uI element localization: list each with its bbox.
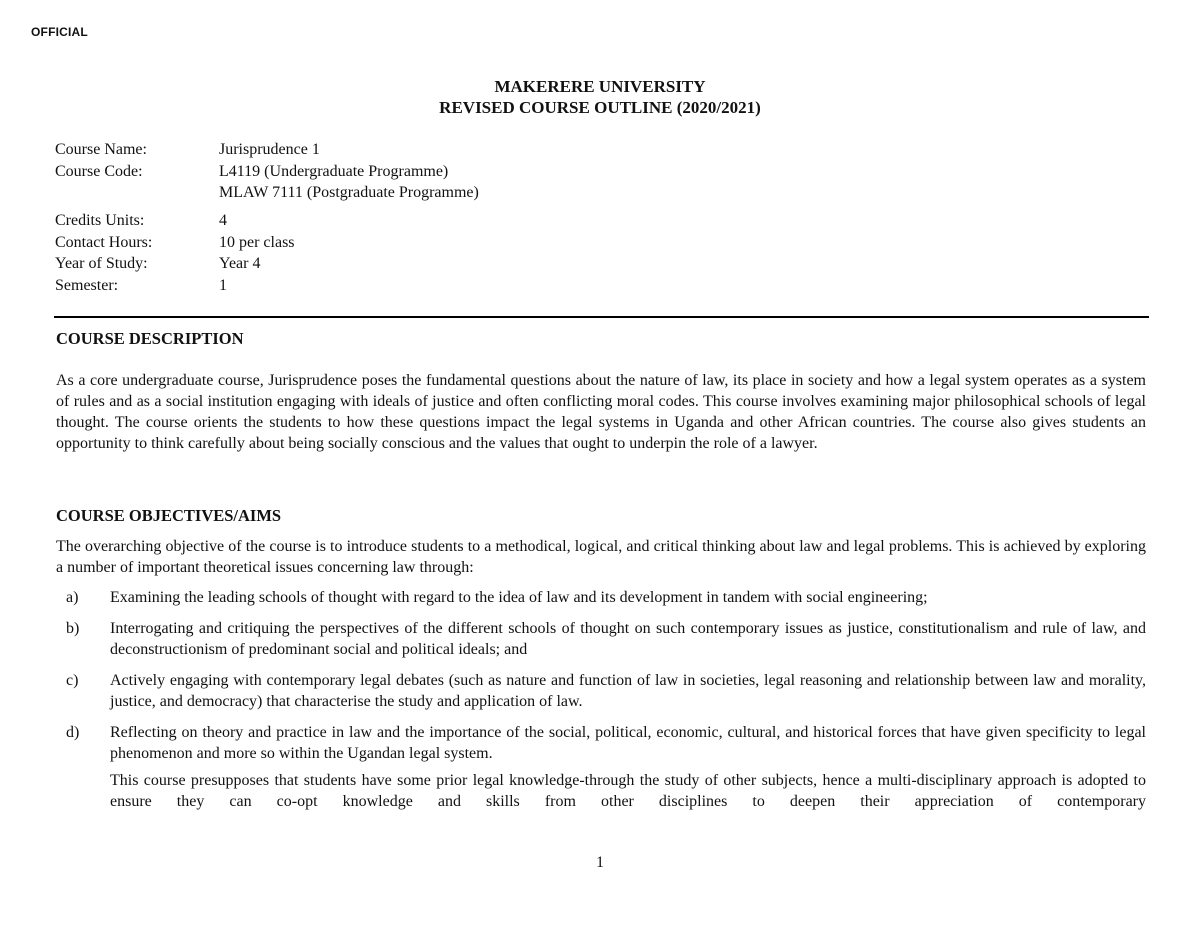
list-item: [56, 722, 1146, 764]
list-marker: a): [66, 589, 79, 606]
semester-value: 1: [219, 276, 227, 294]
continuation-paragraph: This course presupposes that students have some prior legal knowledge-through the study of other subjects, hence a multi-disciplinary approach is adopted to ensure they can co-opt knowledge and skills from other disciplines to deepen their appreciation of contemporary: [110, 772, 1146, 810]
document-title-block: [0, 76, 1200, 118]
course-objectives-intro: The overarching objective of the course is to introduce students to a methodical, logical, and critical thinking about law and legal problems. This is achieved by exploring a number of important theoretical issues concerning law through:: [56, 538, 1146, 576]
year-of-study-label: Year of Study:: [55, 255, 148, 272]
list-marker: c): [66, 672, 79, 689]
list-marker: b): [66, 620, 80, 637]
credits-value: 4: [219, 212, 227, 229]
course-code-row: [55, 161, 479, 204]
credits-row: [55, 210, 295, 232]
list-item: [56, 618, 1146, 660]
classification-label: OFFICIAL: [31, 25, 88, 39]
course-description-text: As a core undergraduate course, Jurisprudence poses the fundamental questions about the nature of law, its place in society and how a legal system operates as a system of rules and as a social institution engaging with ideals of justice and often conflicting moral codes. This course involves examining major philosophical schools of legal thought. The course orients the students to how these questions impact the legal systems in Uganda and other African countries. The course also gives students an opportunity to think carefully about being socially conscious and the values that ought to underpin the role of a lawyer.: [56, 372, 1146, 452]
contact-hours-value: 10 per class: [219, 233, 295, 251]
year-of-study-value: Year 4: [219, 255, 261, 272]
list-item: [56, 587, 1146, 608]
contact-hours-row: [55, 232, 295, 254]
list-marker: d): [66, 724, 80, 741]
section-divider: [54, 316, 1149, 318]
course-name-label: Course Name:: [55, 141, 147, 158]
course-description-heading: COURSE DESCRIPTION: [56, 329, 244, 348]
course-name-row: [55, 139, 479, 161]
list-item-text: Actively engaging with contemporary legal debates (such as nature and function of law in societies, legal reasoning and relationship between law and morality, justice, and democracy) that characterise the study and application of law.: [110, 672, 1146, 710]
list-item: [56, 670, 1146, 712]
course-code-label: Course Code:: [55, 162, 143, 180]
credits-label: Credits Units:: [55, 212, 145, 229]
course-objectives-heading: COURSE OBJECTIVES/AIMS: [56, 506, 282, 525]
university-name: MAKERERE UNIVERSITY: [494, 77, 706, 96]
objectives-list: [56, 587, 1146, 774]
course-code-postgraduate: MLAW 7111 (Postgraduate Programme): [219, 184, 479, 201]
course-info-primary: [55, 139, 479, 204]
year-of-study-row: [55, 253, 295, 275]
page-number: 1: [596, 854, 604, 871]
course-info-secondary: [55, 210, 295, 296]
document-title: REVISED COURSE OUTLINE (2020/2021): [439, 98, 761, 117]
list-item-text: Reflecting on theory and practice in law and the importance of the social, political, economic, cultural, and historical forces that have given specificity to legal phenomenon and more so within the Ugandan legal system.: [110, 724, 1146, 762]
contact-hours-label: Contact Hours:: [55, 233, 153, 251]
semester-row: [55, 275, 295, 297]
list-item-text: Interrogating and critiquing the perspectives of the different schools of thought on such contemporary issues as justice, constitutionalism and rule of law, and deconstructionism of predominant social and political ideals; and: [110, 620, 1146, 658]
list-item-text: Examining the leading schools of thought with regard to the idea of law and its development in tandem with social engineering;: [110, 589, 928, 606]
semester-label: Semester:: [55, 276, 119, 294]
course-code-undergraduate: L4119 (Undergraduate Programme): [219, 162, 449, 180]
course-name-value: Jurisprudence 1: [219, 141, 320, 158]
